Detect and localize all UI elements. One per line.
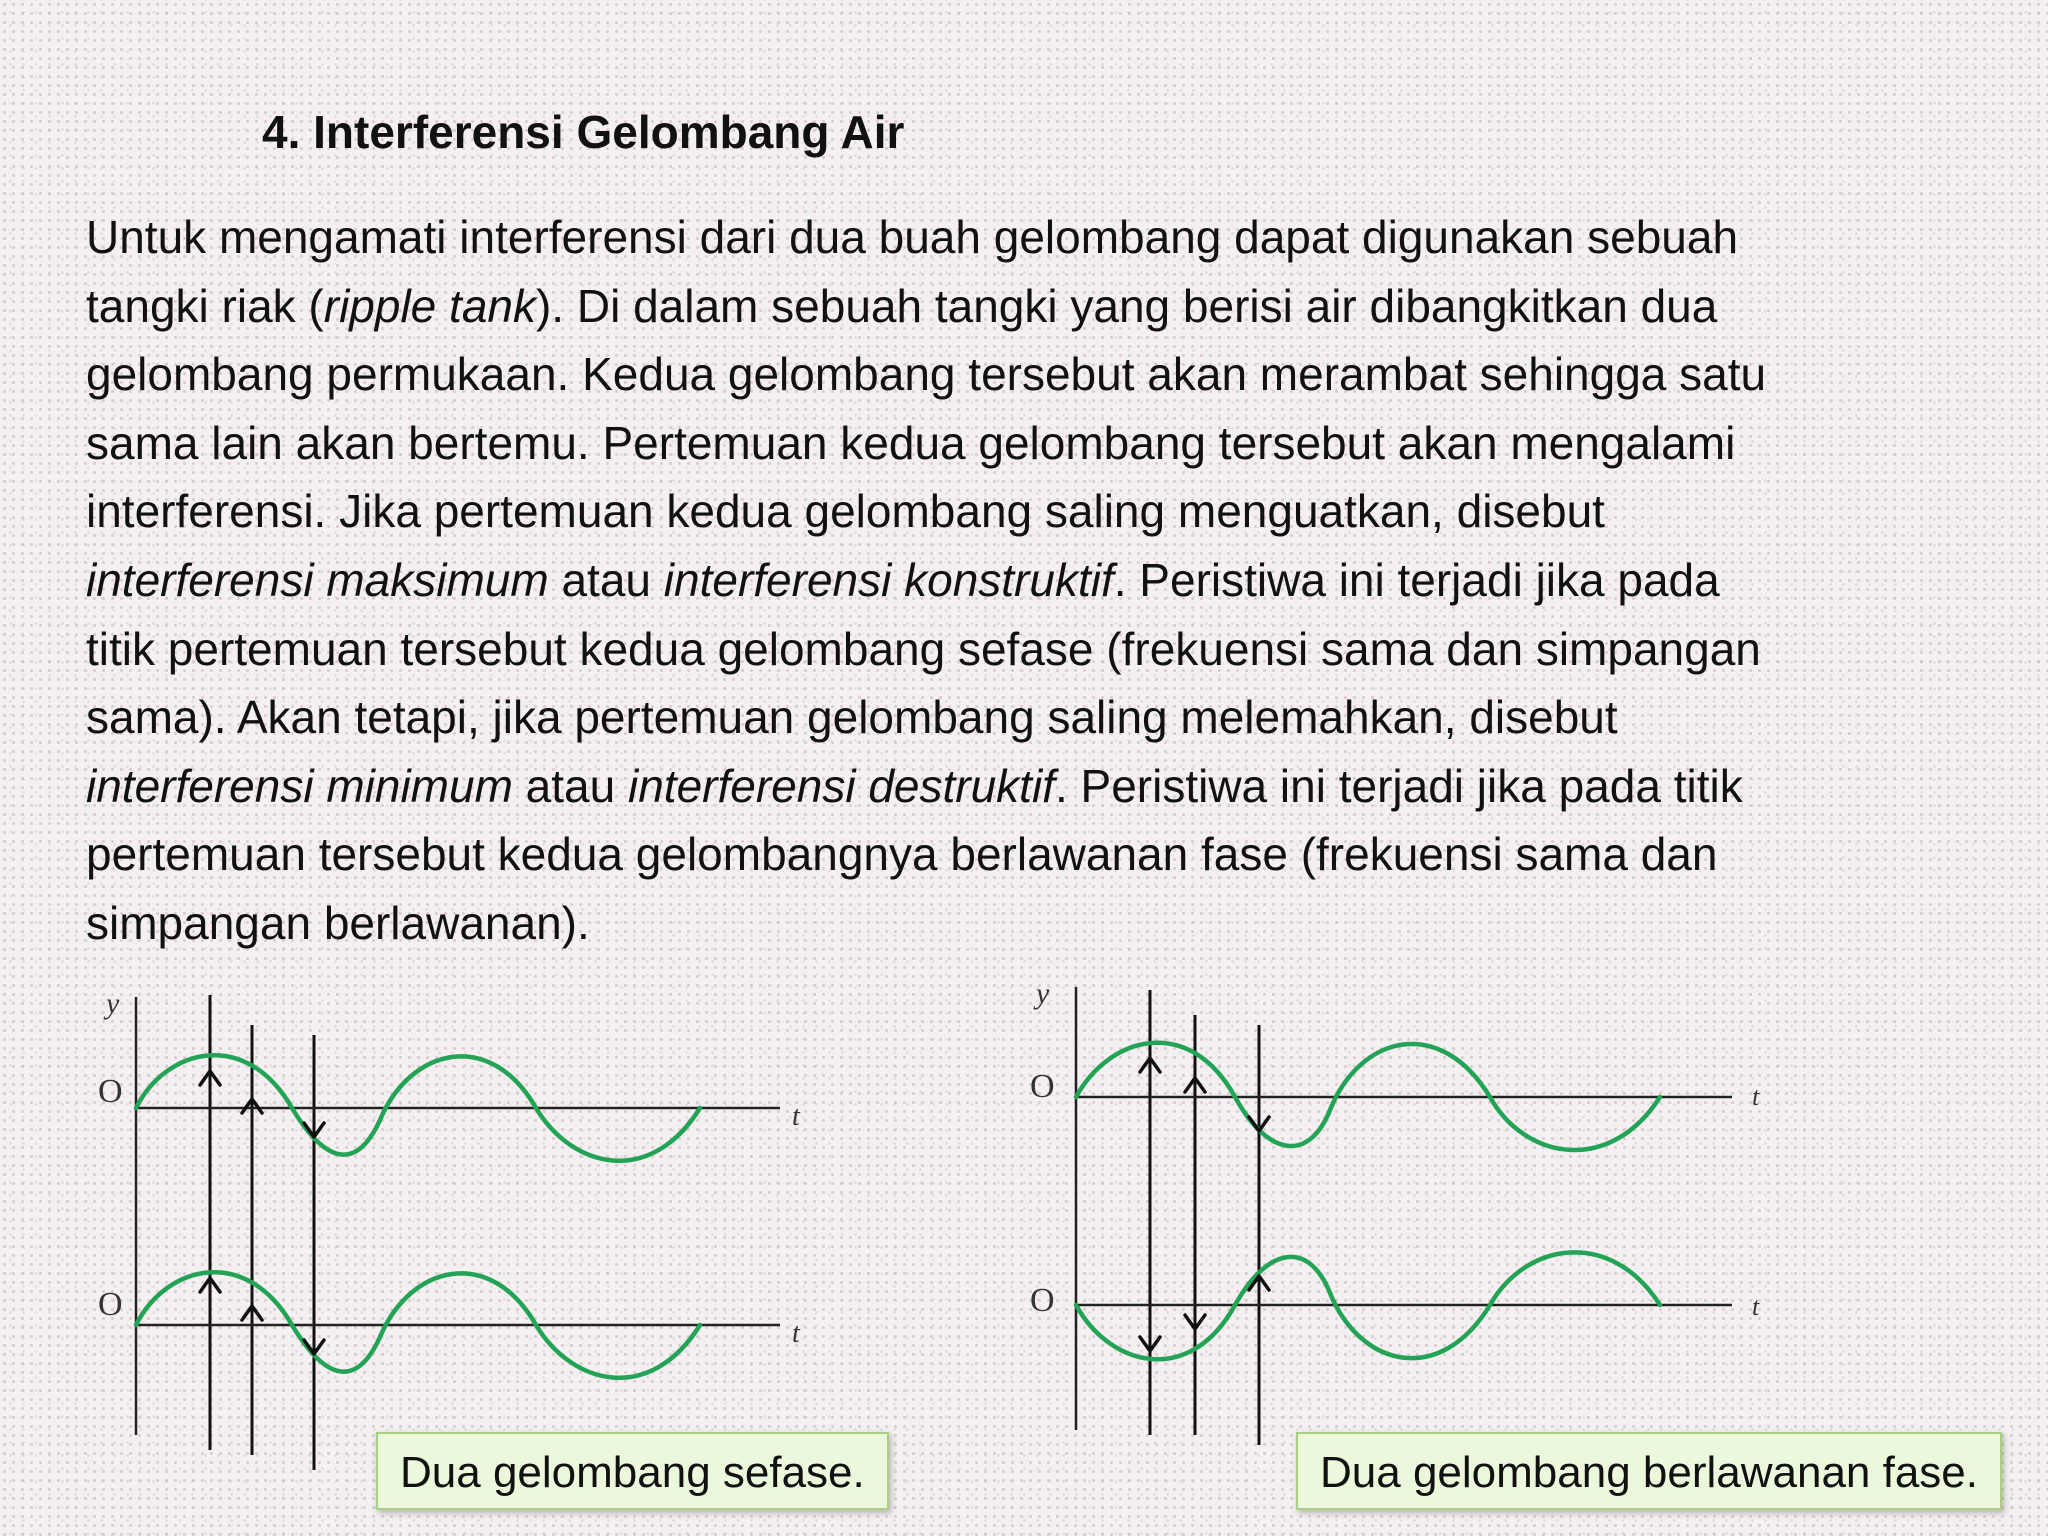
italic-term: ripple tank	[323, 279, 536, 332]
italic-term: interferensi konstruktif	[663, 553, 1114, 606]
t-axis-label: t	[1752, 1082, 1760, 1111]
text-run: tangki riak (	[86, 279, 324, 332]
figure-anti-phase	[1030, 975, 1790, 1470]
paragraph-line	[86, 203, 2036, 272]
y-axis-label: y	[1036, 977, 1050, 1010]
text-run: gelombang permukaan. Kedua gelombang tersebut akan merambat sehingga satu	[86, 348, 1767, 401]
text-run: titik pertemuan tersebut kedua gelombang sefase (frekuensi sama dan simpangan	[86, 622, 1761, 675]
paragraph-line	[86, 477, 2036, 546]
text-run: ). Di dalam sebuah tangki yang berisi air dibangkitkan dua	[535, 279, 1718, 332]
paragraph-line	[86, 546, 2036, 615]
text-run: atau	[548, 553, 664, 606]
paragraph-line	[86, 409, 2036, 478]
text-run: . Peristiwa ini terjadi jika pada titik	[1054, 759, 1743, 812]
paragraph-line	[86, 752, 2036, 821]
text-run: atau	[512, 759, 628, 812]
paragraph-line	[86, 889, 2036, 958]
paragraph-line	[86, 272, 2036, 341]
slide-title: 4. Interferensi Gelombang Air	[262, 106, 905, 158]
origin-label: O	[98, 1073, 123, 1110]
t-axis-label: t	[792, 1101, 800, 1132]
text-run: sama). Akan tetapi, jika pertemuan gelombang saling melemahkan, disebut	[86, 691, 1618, 744]
italic-term: interferensi destruktif	[628, 759, 1055, 812]
t-axis-label: t	[1752, 1292, 1760, 1321]
text-run: pertemuan tersebut kedua gelombangnya berlawanan fase (frekuensi sama dan	[86, 828, 1718, 881]
origin-label: O	[1030, 1068, 1055, 1105]
italic-term: interferensi minimum	[86, 759, 513, 812]
caption-in-phase: Dua gelombang sefase.	[376, 1432, 889, 1510]
paragraph-line	[86, 683, 2036, 752]
italic-term: interferensi maksimum	[86, 553, 549, 606]
origin-label: O	[98, 1286, 123, 1323]
body-paragraph	[86, 203, 2036, 958]
figure-in-phase	[90, 985, 830, 1490]
text-run: Untuk mengamati interferensi dari dua buah gelombang dapat digunakan sebuah	[86, 211, 1739, 263]
text-run: interferensi. Jika pertemuan kedua gelombang saling menguatkan, disebut	[86, 485, 1605, 538]
paragraph-line	[86, 615, 2036, 684]
paragraph-line	[86, 340, 2036, 409]
paragraph-line	[86, 820, 2036, 889]
y-axis-label: y	[106, 987, 120, 1020]
text-run: simpangan berlawanan).	[86, 896, 590, 949]
text-run: sama lain akan bertemu. Pertemuan kedua gelombang tersebut akan mengalami	[86, 416, 1736, 469]
t-axis-label: t	[792, 1318, 800, 1349]
text-run: . Peristiwa ini terjadi jika pada	[1113, 553, 1720, 606]
caption-anti-phase: Dua gelombang berlawanan fase.	[1296, 1432, 2002, 1510]
origin-label: O	[1030, 1282, 1055, 1319]
